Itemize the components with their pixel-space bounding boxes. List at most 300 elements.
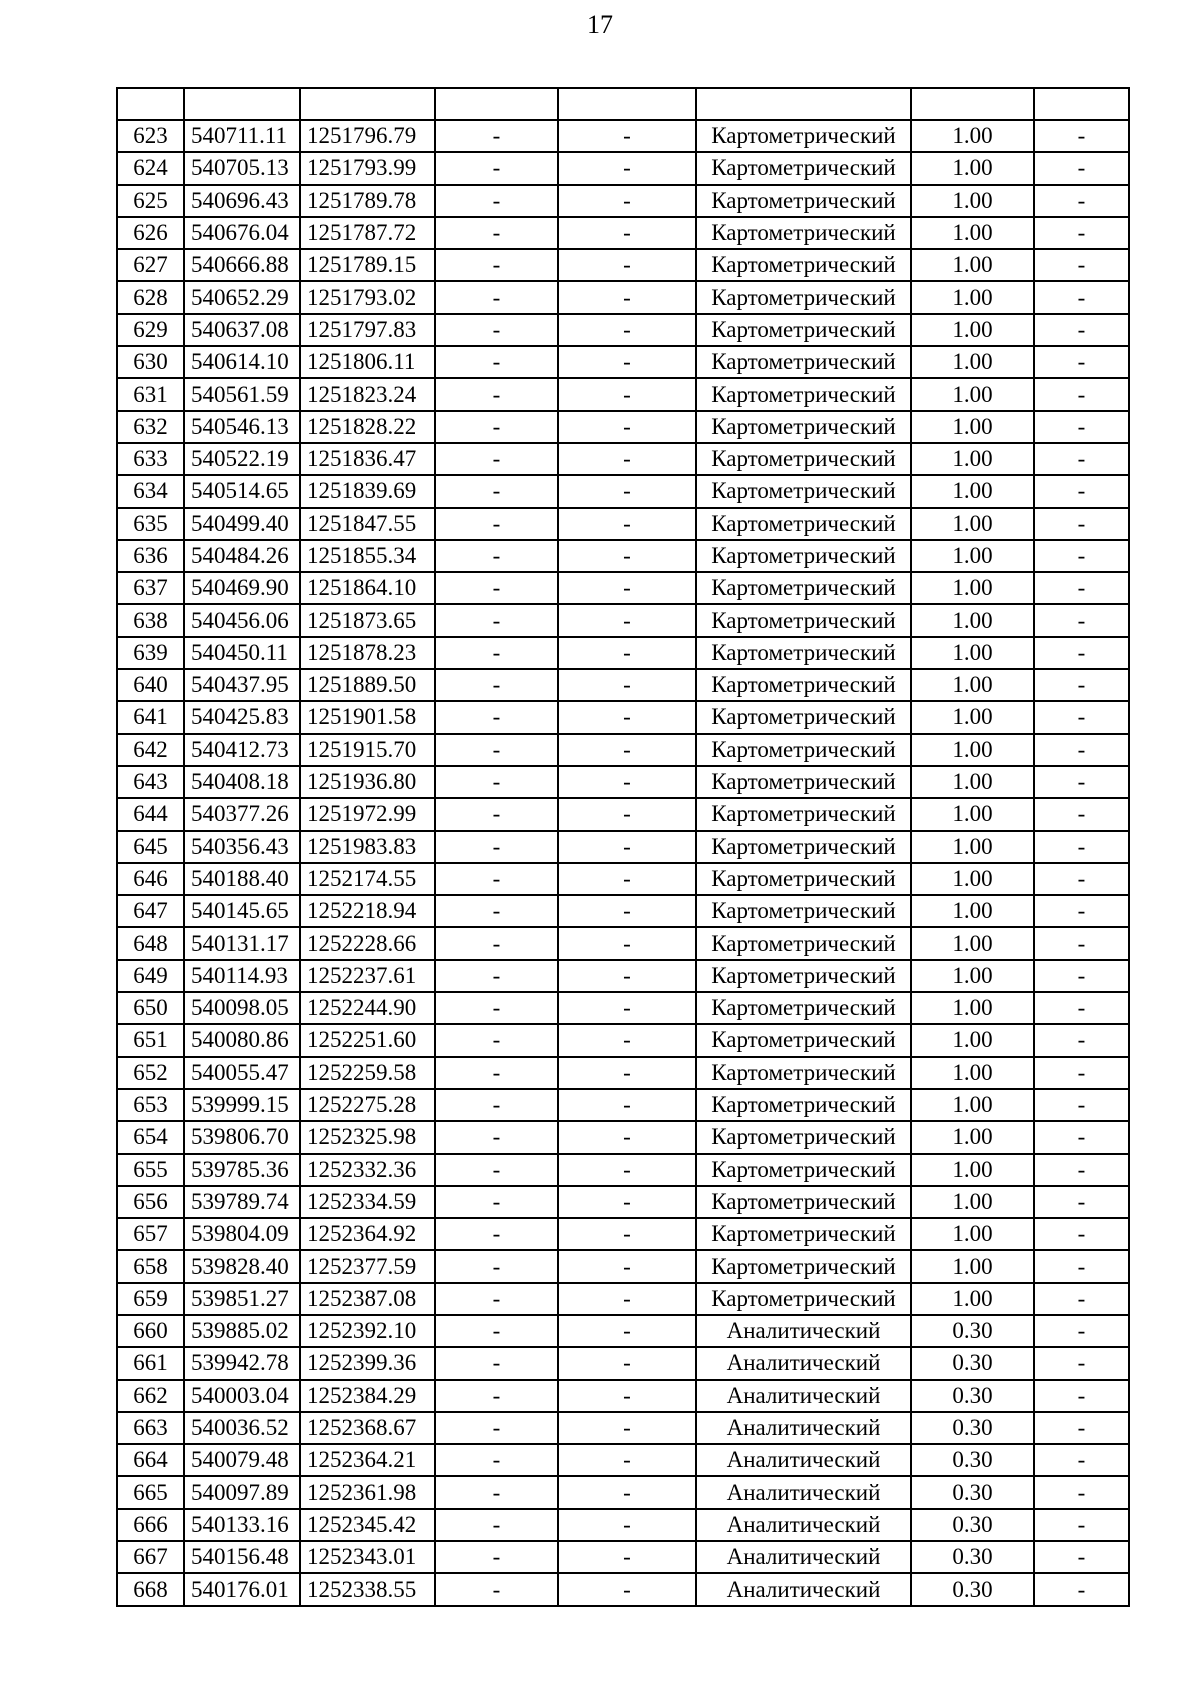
y-coordinate-cell: 1251793.99 <box>300 152 435 184</box>
table-row <box>117 1121 1129 1153</box>
column-5-cell: - <box>558 411 696 443</box>
column-5-cell: - <box>558 863 696 895</box>
y-coordinate-cell: 1251847.55 <box>300 508 435 540</box>
y-coordinate-cell: 1251828.22 <box>300 411 435 443</box>
column-5-cell: - <box>558 734 696 766</box>
table-row <box>117 1444 1129 1476</box>
x-coordinate-cell: 540637.08 <box>184 314 300 346</box>
y-coordinate-cell: 1251789.15 <box>300 249 435 281</box>
column-8-cell: - <box>1034 314 1129 346</box>
accuracy-cell: 1.00 <box>911 1024 1034 1056</box>
column-4-cell: - <box>435 1154 558 1186</box>
method-cell: Картометрический <box>696 1154 911 1186</box>
y-coordinate-cell: 1252244.90 <box>300 992 435 1024</box>
y-coordinate-cell: 1251787.72 <box>300 217 435 249</box>
column-8-cell: - <box>1034 475 1129 507</box>
x-coordinate-cell: 540499.40 <box>184 508 300 540</box>
table-row <box>117 669 1129 701</box>
accuracy-cell: 0.30 <box>911 1476 1034 1508</box>
table-row <box>117 1186 1129 1218</box>
table-row <box>117 1154 1129 1186</box>
column-5-cell: - <box>558 572 696 604</box>
accuracy-cell: 1.00 <box>911 314 1034 346</box>
column-8-cell: - <box>1034 378 1129 410</box>
y-coordinate-cell: 1252384.29 <box>300 1380 435 1412</box>
table-body <box>117 88 1129 1606</box>
point-number-cell: 638 <box>117 604 184 636</box>
x-coordinate-cell: 540450.11 <box>184 637 300 669</box>
accuracy-cell: 0.30 <box>911 1444 1034 1476</box>
method-cell: Аналитический <box>696 1412 911 1444</box>
column-8-cell: - <box>1034 1315 1129 1347</box>
point-number-cell: 632 <box>117 411 184 443</box>
method-cell: Картометрический <box>696 1121 911 1153</box>
table-row <box>117 701 1129 733</box>
accuracy-cell: 1.00 <box>911 831 1034 863</box>
x-coordinate-cell: 539806.70 <box>184 1121 300 1153</box>
column-5-cell: - <box>558 766 696 798</box>
point-number-cell: 659 <box>117 1283 184 1315</box>
column-5-cell: - <box>558 346 696 378</box>
column-4-cell: - <box>435 540 558 572</box>
column-4-cell: - <box>435 831 558 863</box>
y-coordinate-cell: 1252345.42 <box>300 1509 435 1541</box>
point-number-cell: 655 <box>117 1154 184 1186</box>
method-cell: Картометрический <box>696 281 911 313</box>
accuracy-cell: 0.30 <box>911 1573 1034 1605</box>
table-row <box>117 314 1129 346</box>
point-number-cell: 636 <box>117 540 184 572</box>
column-4-cell: - <box>435 1250 558 1282</box>
column-4-cell: - <box>435 1509 558 1541</box>
y-coordinate-cell: 1252364.92 <box>300 1218 435 1250</box>
column-5-cell: - <box>558 960 696 992</box>
point-number-cell: 665 <box>117 1476 184 1508</box>
column-5-cell: - <box>558 443 696 475</box>
table-row <box>117 152 1129 184</box>
accuracy-cell: 1.00 <box>911 701 1034 733</box>
column-8-cell: - <box>1034 798 1129 830</box>
column-5-cell: - <box>558 1057 696 1089</box>
table-row <box>117 378 1129 410</box>
table-row <box>117 604 1129 636</box>
method-cell: Картометрический <box>696 734 911 766</box>
table-row <box>117 1057 1129 1089</box>
column-8-cell: - <box>1034 701 1129 733</box>
accuracy-cell: 1.00 <box>911 960 1034 992</box>
accuracy-cell: 1.00 <box>911 863 1034 895</box>
method-cell: Картометрический <box>696 798 911 830</box>
method-cell: Картометрический <box>696 1218 911 1250</box>
point-number-cell: 658 <box>117 1250 184 1282</box>
column-4-cell: - <box>435 1541 558 1573</box>
accuracy-cell: 0.30 <box>911 1412 1034 1444</box>
point-number-cell: 650 <box>117 992 184 1024</box>
y-coordinate-cell: 1252361.98 <box>300 1476 435 1508</box>
table-row <box>117 1250 1129 1282</box>
accuracy-cell: 1.00 <box>911 281 1034 313</box>
header-cell <box>911 88 1034 120</box>
column-5-cell: - <box>558 1444 696 1476</box>
column-5-cell: - <box>558 314 696 346</box>
column-4-cell: - <box>435 572 558 604</box>
column-4-cell: - <box>435 152 558 184</box>
table-row <box>117 217 1129 249</box>
x-coordinate-cell: 540408.18 <box>184 766 300 798</box>
column-8-cell: - <box>1034 1024 1129 1056</box>
y-coordinate-cell: 1252377.59 <box>300 1250 435 1282</box>
column-4-cell: - <box>435 120 558 152</box>
point-number-cell: 641 <box>117 701 184 733</box>
x-coordinate-cell: 540561.59 <box>184 378 300 410</box>
point-number-cell: 630 <box>117 346 184 378</box>
column-4-cell: - <box>435 1186 558 1218</box>
table-row <box>117 1089 1129 1121</box>
x-coordinate-cell: 540425.83 <box>184 701 300 733</box>
y-coordinate-cell: 1252332.36 <box>300 1154 435 1186</box>
accuracy-cell: 1.00 <box>911 669 1034 701</box>
column-5-cell: - <box>558 1380 696 1412</box>
table-row <box>117 508 1129 540</box>
accuracy-cell: 1.00 <box>911 1057 1034 1089</box>
column-8-cell: - <box>1034 766 1129 798</box>
table-row <box>117 540 1129 572</box>
accuracy-cell: 1.00 <box>911 927 1034 959</box>
x-coordinate-cell: 540456.06 <box>184 604 300 636</box>
x-coordinate-cell: 539999.15 <box>184 1089 300 1121</box>
method-cell: Картометрический <box>696 1283 911 1315</box>
method-cell: Картометрический <box>696 217 911 249</box>
x-coordinate-cell: 539804.09 <box>184 1218 300 1250</box>
x-coordinate-cell: 540696.43 <box>184 185 300 217</box>
table-row <box>117 798 1129 830</box>
y-coordinate-cell: 1252259.58 <box>300 1057 435 1089</box>
accuracy-cell: 1.00 <box>911 475 1034 507</box>
column-5-cell: - <box>558 927 696 959</box>
y-coordinate-cell: 1252237.61 <box>300 960 435 992</box>
y-coordinate-cell: 1252338.55 <box>300 1573 435 1605</box>
accuracy-cell: 1.00 <box>911 637 1034 669</box>
column-4-cell: - <box>435 604 558 636</box>
x-coordinate-cell: 540097.89 <box>184 1476 300 1508</box>
method-cell: Картометрический <box>696 411 911 443</box>
accuracy-cell: 1.00 <box>911 766 1034 798</box>
column-4-cell: - <box>435 1380 558 1412</box>
x-coordinate-cell: 540133.16 <box>184 1509 300 1541</box>
point-number-cell: 634 <box>117 475 184 507</box>
table-row <box>117 346 1129 378</box>
y-coordinate-cell: 1251936.80 <box>300 766 435 798</box>
column-4-cell: - <box>435 1024 558 1056</box>
y-coordinate-cell: 1252325.98 <box>300 1121 435 1153</box>
x-coordinate-cell: 540003.04 <box>184 1380 300 1412</box>
x-coordinate-cell: 539828.40 <box>184 1250 300 1282</box>
point-number-cell: 625 <box>117 185 184 217</box>
column-4-cell: - <box>435 798 558 830</box>
x-coordinate-cell: 540356.43 <box>184 831 300 863</box>
accuracy-cell: 1.00 <box>911 1121 1034 1153</box>
point-number-cell: 637 <box>117 572 184 604</box>
method-cell: Аналитический <box>696 1509 911 1541</box>
accuracy-cell: 1.00 <box>911 346 1034 378</box>
column-5-cell: - <box>558 1573 696 1605</box>
accuracy-cell: 0.30 <box>911 1541 1034 1573</box>
x-coordinate-cell: 540522.19 <box>184 443 300 475</box>
column-4-cell: - <box>435 1089 558 1121</box>
table-row <box>117 960 1129 992</box>
method-cell: Картометрический <box>696 1057 911 1089</box>
y-coordinate-cell: 1252275.28 <box>300 1089 435 1121</box>
column-8-cell: - <box>1034 217 1129 249</box>
column-4-cell: - <box>435 1476 558 1508</box>
column-5-cell: - <box>558 281 696 313</box>
column-8-cell: - <box>1034 120 1129 152</box>
column-8-cell: - <box>1034 1412 1129 1444</box>
x-coordinate-cell: 540676.04 <box>184 217 300 249</box>
column-5-cell: - <box>558 992 696 1024</box>
y-coordinate-cell: 1251915.70 <box>300 734 435 766</box>
y-coordinate-cell: 1252392.10 <box>300 1315 435 1347</box>
x-coordinate-cell: 540437.95 <box>184 669 300 701</box>
accuracy-cell: 0.30 <box>911 1509 1034 1541</box>
accuracy-cell: 1.00 <box>911 1186 1034 1218</box>
column-8-cell: - <box>1034 1218 1129 1250</box>
point-number-cell: 664 <box>117 1444 184 1476</box>
point-number-cell: 657 <box>117 1218 184 1250</box>
column-5-cell: - <box>558 637 696 669</box>
column-8-cell: - <box>1034 572 1129 604</box>
column-8-cell: - <box>1034 1476 1129 1508</box>
column-5-cell: - <box>558 249 696 281</box>
x-coordinate-cell: 540412.73 <box>184 734 300 766</box>
point-number-cell: 626 <box>117 217 184 249</box>
column-4-cell: - <box>435 960 558 992</box>
method-cell: Аналитический <box>696 1476 911 1508</box>
column-8-cell: - <box>1034 895 1129 927</box>
column-8-cell: - <box>1034 1541 1129 1573</box>
column-4-cell: - <box>435 1444 558 1476</box>
column-4-cell: - <box>435 443 558 475</box>
column-4-cell: - <box>435 1412 558 1444</box>
method-cell: Картометрический <box>696 960 911 992</box>
column-8-cell: - <box>1034 540 1129 572</box>
accuracy-cell: 1.00 <box>911 249 1034 281</box>
column-4-cell: - <box>435 475 558 507</box>
method-cell: Картометрический <box>696 443 911 475</box>
accuracy-cell: 1.00 <box>911 120 1034 152</box>
table-row <box>117 1509 1129 1541</box>
method-cell: Картометрический <box>696 572 911 604</box>
header-cell <box>435 88 558 120</box>
column-4-cell: - <box>435 281 558 313</box>
y-coordinate-cell: 1251972.99 <box>300 798 435 830</box>
table-row <box>117 863 1129 895</box>
column-4-cell: - <box>435 378 558 410</box>
accuracy-cell: 1.00 <box>911 1283 1034 1315</box>
method-cell: Картометрический <box>696 475 911 507</box>
method-cell: Картометрический <box>696 637 911 669</box>
table-row <box>117 1476 1129 1508</box>
column-5-cell: - <box>558 152 696 184</box>
point-number-cell: 660 <box>117 1315 184 1347</box>
point-number-cell: 627 <box>117 249 184 281</box>
method-cell: Картометрический <box>696 508 911 540</box>
method-cell: Картометрический <box>696 185 911 217</box>
x-coordinate-cell: 540484.26 <box>184 540 300 572</box>
method-cell: Картометрический <box>696 831 911 863</box>
x-coordinate-cell: 540652.29 <box>184 281 300 313</box>
column-4-cell: - <box>435 314 558 346</box>
page-number: 17 <box>587 10 613 39</box>
accuracy-cell: 1.00 <box>911 411 1034 443</box>
point-number-cell: 624 <box>117 152 184 184</box>
column-8-cell: - <box>1034 1347 1129 1379</box>
table-row <box>117 1315 1129 1347</box>
accuracy-cell: 1.00 <box>911 1250 1034 1282</box>
x-coordinate-cell: 539785.36 <box>184 1154 300 1186</box>
column-8-cell: - <box>1034 637 1129 669</box>
column-4-cell: - <box>435 927 558 959</box>
point-number-cell: 661 <box>117 1347 184 1379</box>
header-cell <box>696 88 911 120</box>
point-number-cell: 651 <box>117 1024 184 1056</box>
x-coordinate-cell: 539942.78 <box>184 1347 300 1379</box>
point-number-cell: 663 <box>117 1412 184 1444</box>
table-header-row <box>117 88 1129 120</box>
accuracy-cell: 1.00 <box>911 1218 1034 1250</box>
column-4-cell: - <box>435 411 558 443</box>
point-number-cell: 653 <box>117 1089 184 1121</box>
point-number-cell: 628 <box>117 281 184 313</box>
method-cell: Аналитический <box>696 1315 911 1347</box>
accuracy-cell: 1.00 <box>911 217 1034 249</box>
x-coordinate-cell: 540080.86 <box>184 1024 300 1056</box>
accuracy-cell: 1.00 <box>911 572 1034 604</box>
column-5-cell: - <box>558 1250 696 1282</box>
column-8-cell: - <box>1034 831 1129 863</box>
method-cell: Картометрический <box>696 540 911 572</box>
table-row <box>117 185 1129 217</box>
point-number-cell: 656 <box>117 1186 184 1218</box>
point-number-cell: 640 <box>117 669 184 701</box>
y-coordinate-cell: 1251789.78 <box>300 185 435 217</box>
y-coordinate-cell: 1251901.58 <box>300 701 435 733</box>
x-coordinate-cell: 540377.26 <box>184 798 300 830</box>
y-coordinate-cell: 1251889.50 <box>300 669 435 701</box>
point-number-cell: 623 <box>117 120 184 152</box>
x-coordinate-cell: 540055.47 <box>184 1057 300 1089</box>
point-number-cell: 668 <box>117 1573 184 1605</box>
header-cell <box>558 88 696 120</box>
x-coordinate-cell: 540666.88 <box>184 249 300 281</box>
accuracy-cell: 1.00 <box>911 604 1034 636</box>
column-8-cell: - <box>1034 1089 1129 1121</box>
column-4-cell: - <box>435 863 558 895</box>
table-row <box>117 572 1129 604</box>
accuracy-cell: 1.00 <box>911 1154 1034 1186</box>
column-8-cell: - <box>1034 1186 1129 1218</box>
header-cell <box>117 88 184 120</box>
point-number-cell: 649 <box>117 960 184 992</box>
column-4-cell: - <box>435 1283 558 1315</box>
table-row <box>117 766 1129 798</box>
accuracy-cell: 1.00 <box>911 443 1034 475</box>
x-coordinate-cell: 540546.13 <box>184 411 300 443</box>
column-4-cell: - <box>435 1121 558 1153</box>
column-8-cell: - <box>1034 411 1129 443</box>
accuracy-cell: 1.00 <box>911 378 1034 410</box>
column-5-cell: - <box>558 1476 696 1508</box>
x-coordinate-cell: 539851.27 <box>184 1283 300 1315</box>
column-8-cell: - <box>1034 992 1129 1024</box>
column-5-cell: - <box>558 1024 696 1056</box>
table-row <box>117 1024 1129 1056</box>
x-coordinate-cell: 540514.65 <box>184 475 300 507</box>
table-row <box>117 895 1129 927</box>
column-8-cell: - <box>1034 1380 1129 1412</box>
column-5-cell: - <box>558 1315 696 1347</box>
accuracy-cell: 1.00 <box>911 508 1034 540</box>
y-coordinate-cell: 1251823.24 <box>300 378 435 410</box>
column-8-cell: - <box>1034 281 1129 313</box>
column-5-cell: - <box>558 120 696 152</box>
accuracy-cell: 1.00 <box>911 798 1034 830</box>
column-8-cell: - <box>1034 669 1129 701</box>
column-4-cell: - <box>435 701 558 733</box>
column-8-cell: - <box>1034 1057 1129 1089</box>
y-coordinate-cell: 1252174.55 <box>300 863 435 895</box>
table-row <box>117 1541 1129 1573</box>
method-cell: Картометрический <box>696 766 911 798</box>
column-5-cell: - <box>558 540 696 572</box>
accuracy-cell: 1.00 <box>911 185 1034 217</box>
point-number-cell: 646 <box>117 863 184 895</box>
point-number-cell: 644 <box>117 798 184 830</box>
column-4-cell: - <box>435 346 558 378</box>
x-coordinate-cell: 540145.65 <box>184 895 300 927</box>
column-4-cell: - <box>435 1315 558 1347</box>
y-coordinate-cell: 1251796.79 <box>300 120 435 152</box>
column-8-cell: - <box>1034 604 1129 636</box>
column-4-cell: - <box>435 895 558 927</box>
column-5-cell: - <box>558 378 696 410</box>
x-coordinate-cell: 540098.05 <box>184 992 300 1024</box>
column-5-cell: - <box>558 669 696 701</box>
y-coordinate-cell: 1251864.10 <box>300 572 435 604</box>
column-4-cell: - <box>435 508 558 540</box>
y-coordinate-cell: 1251878.23 <box>300 637 435 669</box>
table-row <box>117 1283 1129 1315</box>
method-cell: Аналитический <box>696 1573 911 1605</box>
table-row <box>117 992 1129 1024</box>
column-4-cell: - <box>435 185 558 217</box>
y-coordinate-cell: 1251793.02 <box>300 281 435 313</box>
column-5-cell: - <box>558 1089 696 1121</box>
table-row <box>117 1573 1129 1605</box>
y-coordinate-cell: 1252399.36 <box>300 1347 435 1379</box>
column-8-cell: - <box>1034 1444 1129 1476</box>
column-5-cell: - <box>558 895 696 927</box>
y-coordinate-cell: 1251806.11 <box>300 346 435 378</box>
accuracy-cell: 0.30 <box>911 1380 1034 1412</box>
column-4-cell: - <box>435 734 558 766</box>
column-4-cell: - <box>435 669 558 701</box>
column-5-cell: - <box>558 1283 696 1315</box>
x-coordinate-cell: 540176.01 <box>184 1573 300 1605</box>
y-coordinate-cell: 1251836.47 <box>300 443 435 475</box>
y-coordinate-cell: 1252218.94 <box>300 895 435 927</box>
column-4-cell: - <box>435 992 558 1024</box>
